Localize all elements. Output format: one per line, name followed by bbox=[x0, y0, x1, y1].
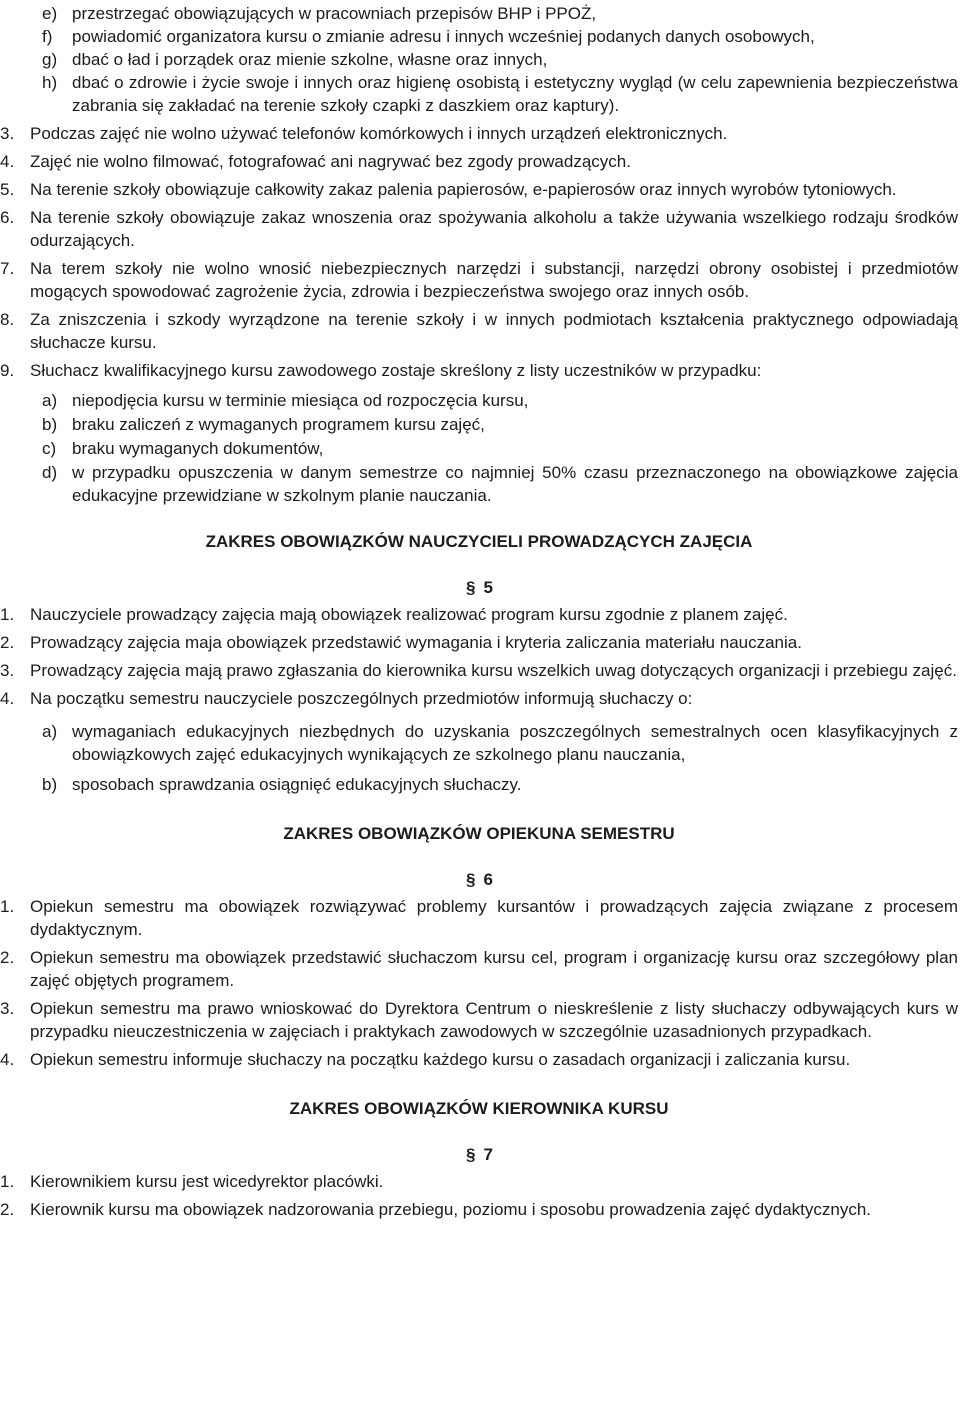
section-heading: ZAKRES OBOWIĄZKÓW KIEROWNIKA KURSU bbox=[289, 1099, 669, 1118]
list-item: a) niepodjęcia kursu w terminie miesiąca od rozpoczęcia kursu, bbox=[42, 391, 529, 410]
section-heading: ZAKRES OBOWIĄZKÓW OPIEKUNA SEMESTRU bbox=[283, 824, 675, 843]
list-item: d) w przypadku opuszczenia w danym semestrze co najmniej 50% czasu przeznaczonego na obowiązkowe zajęcia edukacyjne przewidziane w szkolnym planie nauczania. bbox=[42, 463, 958, 505]
duty-item: 4. Na początku semestru nauczyciele poszczególnych przedmiotów informują słuchaczy o: bbox=[0, 689, 693, 708]
list-item: g) dbać o ład i porządek oraz mienie szkolne, własne oraz innych, bbox=[42, 50, 548, 69]
rule-item: 3. Podczas zajęć nie wolno używać telefonów komórkowych i innych urządzeń elektronicznych. bbox=[0, 124, 728, 143]
list-item: f) powiadomić organizatora kursu o zmianie adresu i innych wcześniej podanych danych osobowych, bbox=[42, 27, 815, 46]
list-item: b) braku zaliczeń z wymaganych programem kursu zajęć, bbox=[42, 415, 485, 434]
duty-item: 2. Opiekun semestru ma obowiązek przedstawić słuchaczom kursu cel, program i organizację kursu oraz szczegółowy plan zajęć objętych programem. bbox=[0, 948, 958, 990]
duty-item: 2. Kierownik kursu ma obowiązek nadzorowania przebiegu, poziomu i sposobu prowadzenia zajęć dydaktycznych. bbox=[0, 1200, 872, 1219]
duty-item: 3. Prowadzący zajęcia mają prawo zgłaszania do kierownika kursu wszelkich uwag dotyczących organizacji i przebiegu zajęć. bbox=[0, 661, 957, 680]
rule-item: 6. Na terenie szkoły obowiązuje zakaz wnoszenia oraz spożywania alkoholu a także używania wszelkiego rodzaju środków odurzających. bbox=[0, 208, 958, 250]
duty-item: 3. Opiekun semestru ma prawo wnioskować do Dyrektora Centrum o nieskreślenie z listy słuchaczy odbywających kurs w przypadku nieuczestniczenia w zajęciach i praktykach zawodowych w szczególnie uzasadnionych przypadkach. bbox=[0, 999, 958, 1041]
list-item: e) przestrzegać obowiązujących w pracowniach przepisów BHP i PPOŻ, bbox=[42, 4, 597, 23]
section-number: § 6 bbox=[466, 870, 493, 889]
document-page bbox=[0, 2, 958, 1226]
section-number: § 7 bbox=[466, 1145, 493, 1164]
rule-item: 9. Słuchacz kwalifikacyjnego kursu zawodowego zostaje skreślony z listy uczestników w przypadku: bbox=[0, 361, 762, 380]
duty-item: 4. Opiekun semestru informuje słuchaczy na początku każdego kursu o zasadach organizacji i zaliczania kursu. bbox=[0, 1050, 851, 1069]
rule-item: 8. Za zniszczenia i szkody wyrządzone na terenie szkoły i w innych podmiotach kształcenia praktycznego odpowiadają słuchacze kursu. bbox=[0, 310, 958, 352]
duty-item: 1. Opiekun semestru ma obowiązek rozwiązywać problemy kursantów i prowadzących zajęcia związane z procesem dydaktycznym. bbox=[0, 897, 958, 939]
duty-item: 1. Nauczyciele prowadzący zajęcia mają obowiązek realizować program kursu zgodnie z planem zajęć. bbox=[0, 605, 788, 624]
list-item: a) wymaganiach edukacyjnych niezbędnych do uzyskania poszczególnych semestralnych ocen klasyfikacyjnych z obowiązkowych zajęć edukacyjnych wynikających ze szkolnego planu nauczania, bbox=[42, 722, 958, 764]
rule-item: 7. Na terem szkoły nie wolno wnosić niebezpiecznych narzędzi i substancji, narzędzi obrony osobistej i przedmiotów mogących spowodować zagrożenie życia, zdrowia i bezpieczeństwa swojego oraz innych osób. bbox=[0, 259, 958, 301]
section-number: § 5 bbox=[466, 578, 493, 597]
duty-item: 1. Kierownikiem kursu jest wicedyrektor placówki. bbox=[0, 1172, 384, 1191]
rule-item: 5. Na terenie szkoły obowiązuje całkowity zakaz palenia papierosów, e-papierosów oraz innych wyrobów tytoniowych. bbox=[0, 180, 897, 199]
list-item: b) sposobach sprawdzania osiągnięć edukacyjnych słuchaczy. bbox=[42, 775, 522, 794]
rule-item: 4. Zajęć nie wolno filmować, fotografować ani nagrywać bez zgody prowadzących. bbox=[0, 152, 631, 171]
list-item: c) braku wymaganych dokumentów, bbox=[42, 439, 324, 458]
section-heading: ZAKRES OBOWIĄZKÓW NAUCZYCIELI PROWADZĄCYCH ZAJĘCIA bbox=[205, 532, 753, 551]
list-item: h) dbać o zdrowie i życie swoje i innych oraz higienę osobistą i estetyczny wygląd (w celu zapewnienia bezpieczeństwa zabrania się zakładać na terenie szkoły czapki z daszkiem oraz kaptury). bbox=[42, 73, 958, 115]
duty-item: 2. Prowadzący zajęcia maja obowiązek przedstawić wymagania i kryteria zaliczania materiału nauczania. bbox=[0, 633, 802, 652]
